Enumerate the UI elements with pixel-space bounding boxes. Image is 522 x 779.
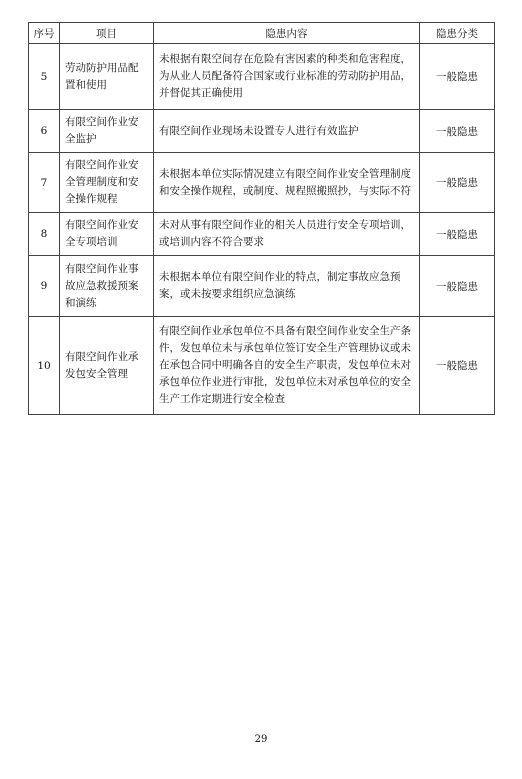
row-type: 一般隐患 <box>420 44 495 110</box>
row-no: 10 <box>29 317 60 415</box>
table-row <box>29 256 495 317</box>
row-no: 7 <box>29 153 60 213</box>
row-type: 一般隐患 <box>420 153 495 213</box>
table-header-row <box>29 23 495 44</box>
header-item: 项目 <box>60 23 154 44</box>
row-no: 6 <box>29 110 60 153</box>
row-no: 5 <box>29 44 60 110</box>
row-type: 一般隐患 <box>420 213 495 256</box>
row-no: 9 <box>29 256 60 317</box>
row-no: 8 <box>29 213 60 256</box>
row-item: 有限空间作业承发包安全管理 <box>60 317 154 415</box>
row-item: 有限空间作业事故应急救援预案和演练 <box>60 256 154 317</box>
row-content: 未根据本单位实际情况建立有限空间作业安全管理制度和安全操作规程，或制度、规程照搬照抄，与实际不符 <box>154 153 420 213</box>
row-type: 一般隐患 <box>420 110 495 153</box>
header-no: 序号 <box>29 23 60 44</box>
row-content: 有限空间作业现场未设置专人进行有效监护 <box>154 110 420 153</box>
row-item: 劳动防护用品配置和使用 <box>60 44 154 110</box>
header-content: 隐患内容 <box>154 23 420 44</box>
page-number: 29 <box>254 734 268 745</box>
row-type: 一般隐患 <box>420 317 495 415</box>
row-content: 未根据有限空间存在危险有害因素的种类和危害程度，为从业人员配备符合国家或行业标准的劳动防护用品，并督促其正确使用 <box>154 44 420 110</box>
row-item: 有限空间作业安全监护 <box>60 110 154 153</box>
table-row <box>29 317 495 415</box>
row-item: 有限空间作业安全专项培训 <box>60 213 154 256</box>
table-row <box>29 110 495 153</box>
row-content: 未对从事有限空间作业的相关人员进行安全专项培训，或培训内容不符合要求 <box>154 213 420 256</box>
table-row <box>29 44 495 110</box>
table-row <box>29 213 495 256</box>
table-row <box>29 153 495 213</box>
row-item: 有限空间作业安全管理制度和安全操作规程 <box>60 153 154 213</box>
hazard-table <box>28 22 495 415</box>
row-content: 有限空间作业承包单位不具备有限空间作业安全生产条件，发包单位未与承包单位签订安全生产管理协议或未在承包合同中明确各自的安全生产职责，发包单位未对承包单位作业进行审批，发包单位未对承包单位的安全生产工作定期进行安全检查 <box>154 317 420 415</box>
header-type: 隐患分类 <box>420 23 495 44</box>
row-content: 未根据本单位有限空间作业的特点，制定事故应急预案，或未按要求组织应急演练 <box>154 256 420 317</box>
row-type: 一般隐患 <box>420 256 495 317</box>
